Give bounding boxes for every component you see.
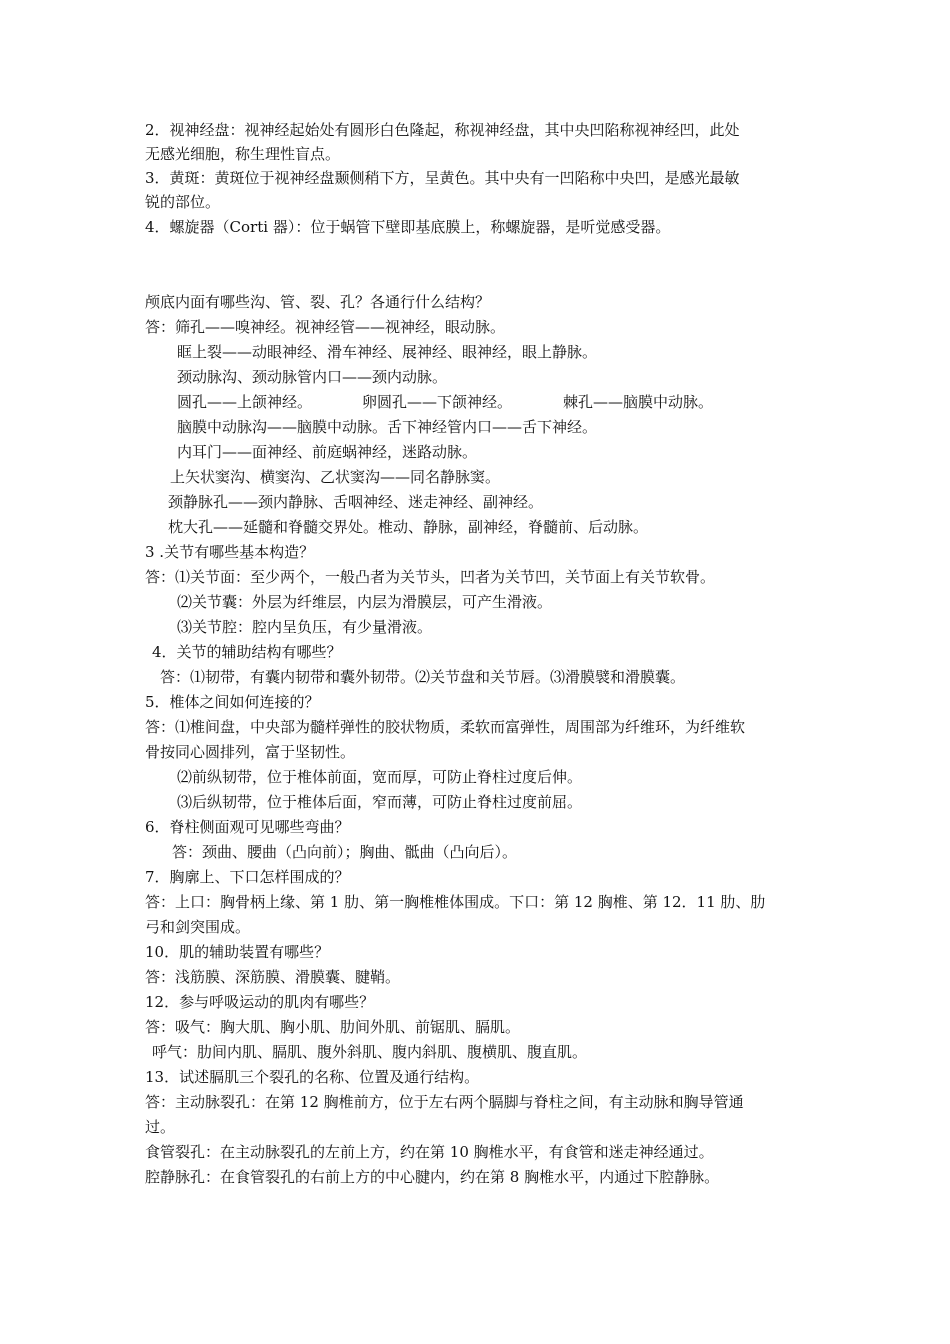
- section-question: 6．脊柱侧面观可见哪些弯曲？: [145, 818, 350, 836]
- text-line: 骨按同心圆排列，富于坚韧性。: [145, 743, 356, 761]
- text-line: 过。: [145, 1118, 176, 1136]
- text-line: ⑶后纵韧带，位于椎体后面，窄而薄，可防止脊柱过度前屈。: [177, 793, 583, 811]
- text-line: 无感光细胞，称生理性盲点。: [145, 145, 341, 163]
- text-line: 4．螺旋器（Corti 器）：位于蜗管下壁即基底膜上，称螺旋器，是听觉感受器。: [145, 218, 671, 236]
- text-line: 答：上口：胸骨柄上缘、第 1 肋、第一胸椎椎体围成。下口：第 12 胸椎、第 12．11 肋、肋: [145, 893, 766, 911]
- text-line: 圆孔——上颌神经。: [177, 393, 313, 411]
- section-question: 5．椎体之间如何连接的？: [145, 693, 320, 711]
- section-question: 3 .关节有哪些基本构造？: [145, 543, 315, 561]
- text-line: 枕大孔——延髓和脊髓交界处。椎动、静脉，副神经，脊髓前、后动脉。: [168, 518, 649, 536]
- text-line: 答：颈曲、腰曲（凸向前）；胸曲、骶曲（凸向后）。: [172, 843, 518, 861]
- text-line: 弓和剑突围成。: [145, 918, 251, 936]
- text-line: 答：⑴椎间盘，中央部为髓样弹性的胶状物质，柔软而富弹性，周围部为纤维环，为纤维软: [145, 718, 746, 736]
- text-line: ⑵前纵韧带，位于椎体前面，宽而厚，可防止脊柱过度后伸。: [177, 768, 583, 786]
- text-line: ⑵关节囊：外层为纤维层，内层为滑膜层，可产生滑液。: [177, 593, 553, 611]
- text-line: 3．黄斑：黄斑位于视神经盘颞侧稍下方，呈黄色。其中央有一凹陷称中央凹，是感光最敏: [145, 169, 740, 187]
- section-question: 颅底内面有哪些沟、管、裂、孔？各通行什么结构？: [145, 293, 491, 311]
- text-line: 答：主动脉裂孔：在第 12 胸椎前方，位于左右两个膈脚与脊柱之间，有主动脉和胸导管通: [145, 1093, 744, 1111]
- section-question: 12．参与呼吸运动的肌肉有哪些？: [145, 993, 375, 1011]
- text-line: 棘孔——脑膜中动脉。: [563, 393, 714, 411]
- text-line: 上矢状窦沟、横窦沟、乙状窦沟——同名静脉窦。: [170, 468, 501, 486]
- text-line: 2．视神经盘：视神经起始处有圆形白色隆起，称视神经盘，其中央凹陷称视神经凹，此处: [145, 121, 740, 139]
- text-line: 脑膜中动脉沟——脑膜中动脉。舌下神经管内口——舌下神经。: [177, 418, 598, 436]
- text-line: 颈动脉沟、颈动脉管内口——颈内动脉。: [177, 368, 448, 386]
- text-line: 眶上裂——动眼神经、滑车神经、展神经、眼神经，眼上静脉。: [177, 343, 598, 361]
- text-line: 答：⑴关节面：至少两个，一般凸者为关节头，凹者为关节凹，关节面上有关节软骨。: [145, 568, 716, 586]
- section-question: 4．关节的辅助结构有哪些？: [152, 643, 342, 661]
- text-line: 呼气：肋间内肌、膈肌、腹外斜肌、腹内斜肌、腹横肌、腹直肌。: [152, 1043, 588, 1061]
- text-line: 颈静脉孔——颈内静脉、舌咽神经、迷走神经、副神经。: [168, 493, 544, 511]
- text-line: 食管裂孔：在主动脉裂孔的左前上方，约在第 10 胸椎水平，有食管和迷走神经通过。: [145, 1143, 714, 1161]
- text-line: 答：吸气：胸大肌、胸小肌、肋间外肌、前锯肌、膈肌。: [145, 1018, 521, 1036]
- text-line: 腔静脉孔：在食管裂孔的右前上方的中心腱内，约在第 8 胸椎水平，内通过下腔静脉。: [145, 1168, 720, 1186]
- text-line: 锐的部位。: [145, 193, 221, 211]
- text-line: 内耳门——面神经、前庭蜗神经，迷路动脉。: [177, 443, 478, 461]
- text-line: 答：⑴韧带，有囊内韧带和囊外韧带。⑵关节盘和关节唇。⑶滑膜襞和滑膜囊。: [160, 668, 686, 686]
- text-line: ⑶关节腔：腔内呈负压，有少量滑液。: [177, 618, 433, 636]
- section-question: 10．肌的辅助装置有哪些？: [145, 943, 330, 961]
- text-line: 卵圆孔——下颌神经。: [362, 393, 513, 411]
- section-question: 7．胸廓上、下口怎样围成的？: [145, 868, 350, 886]
- text-line: 答：筛孔——嗅神经。视神经管——视神经，眼动脉。: [145, 318, 506, 336]
- section-question: 13．试述膈肌三个裂孔的名称、位置及通行结构。: [145, 1068, 480, 1086]
- text-line: 答：浅筋膜、深筋膜、滑膜囊、腱鞘。: [145, 968, 401, 986]
